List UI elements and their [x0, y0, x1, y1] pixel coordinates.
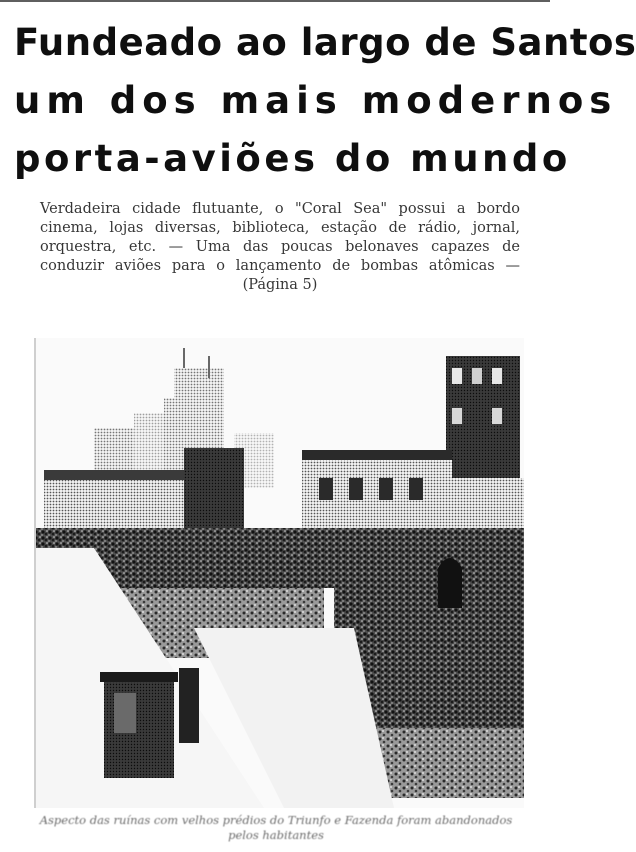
top-rule — [0, 0, 550, 6]
lede-paragraph: Verdadeira cidade flutuante, o "Coral Sea" possui a bordo cinema, lojas diversas, biblioteca, estação de rádio, jornal, orquestra, etc. — Uma das poucas belonaves capazes de conduzir aviões para o lançamento de bombas atômicas — (Página 5) — [40, 201, 520, 293]
headline-line-3: porta-aviões do mundo — [14, 137, 571, 180]
headline-line-2: um dos mais modernos — [14, 79, 618, 122]
central-building — [302, 450, 452, 534]
headline — [14, 14, 636, 188]
news-photo — [34, 338, 524, 808]
headline-line-1: Fundeado ao largo de Santos — [14, 21, 636, 64]
photo-caption: Aspecto das ruínas com velhos prédios do Triunfo e Fazenda foram abandonados pelos habitantes — [39, 813, 513, 842]
